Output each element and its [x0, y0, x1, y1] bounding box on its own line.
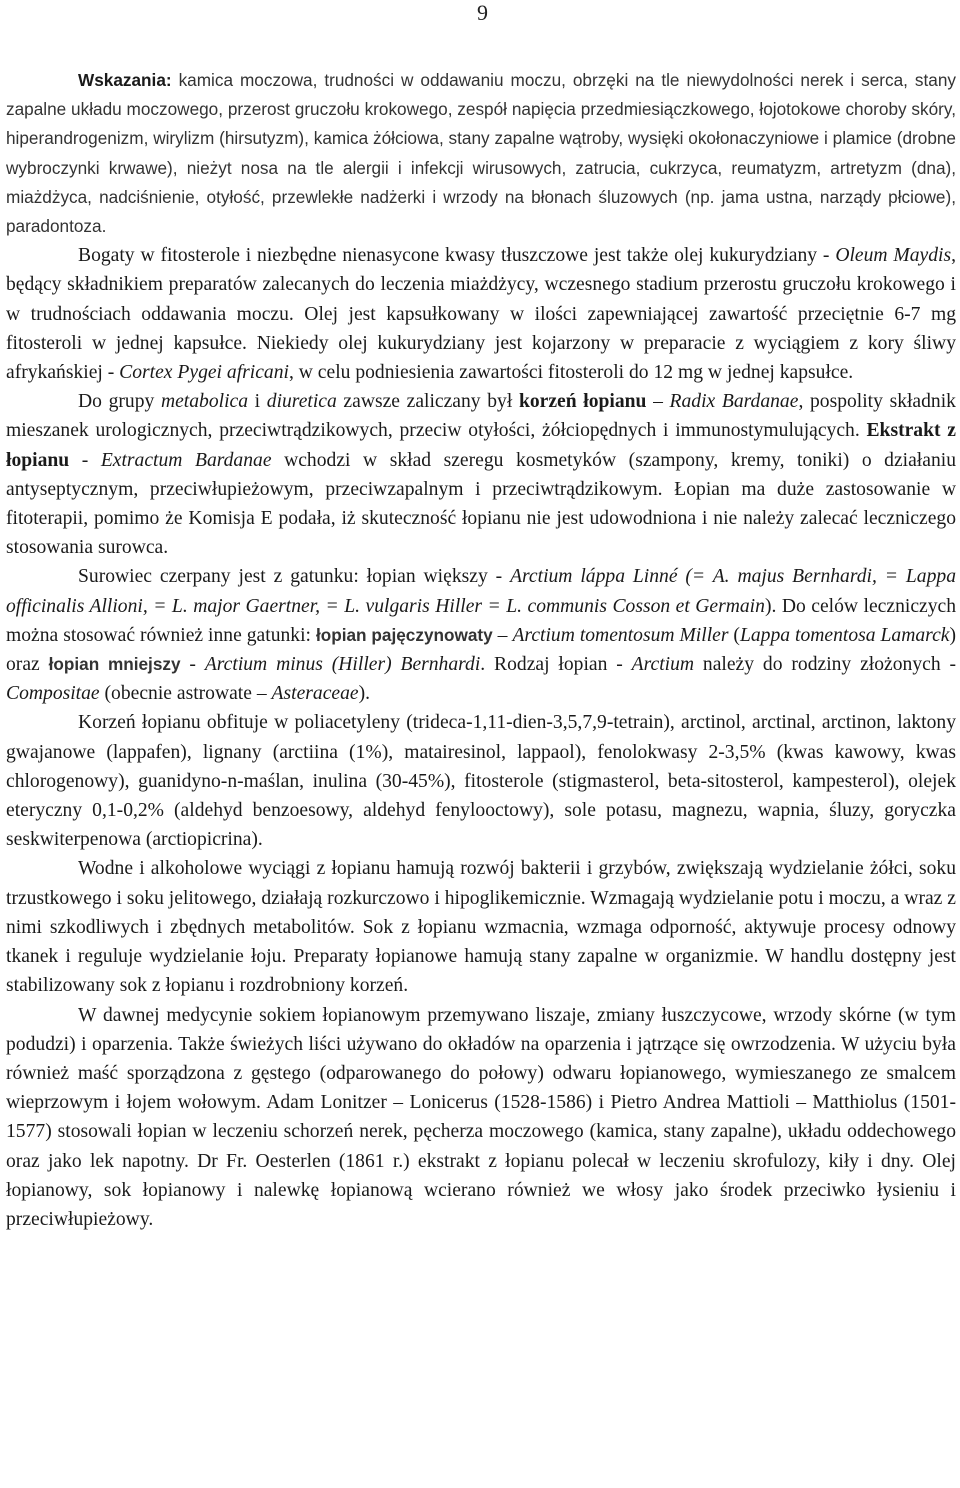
text-span: i: [248, 391, 267, 413]
bold-term: łopian pajęczynowaty: [315, 624, 493, 645]
bold-term: Ekstrakt z łopianu: [6, 420, 956, 471]
text-span: ).: [358, 683, 371, 705]
text-span: -: [180, 654, 205, 676]
latin-name: Lappa tomentosa Lamarck: [739, 624, 950, 646]
latin-term: metabolica: [160, 391, 249, 413]
species-paragraph: [6, 562, 956, 708]
latin-name: Asteraceae: [271, 683, 359, 705]
text-span: , w celu podniesienia zawartości fitosteroli do 12 mg w jednej kapsułce.: [288, 362, 854, 384]
history-paragraph: W dawnej medycynie sokiem łopianowym przemywano liszaje, zmiany łuszczycowe, wrzody skórne (w tym podudzi) i oparzenia. Także świeżych liści używano do okładów na oparzenia i jątrzące się owrzodzenia. W użyciu była również maść sporządzona z gęstego (odparowanego do połowy) odwaru łopianowego, wymieszanego ze smalcem wieprzowym i łojem wołowym. Adam Lonitzer – Lonicerus (1528-1586) i Pietro Andrea Mattioli – Matthiolus (1501-1577) stosowali łopian w leczeniu schorzeń nerek, pęcherza moczowego (kamica, stany zapalne), układu oddechowego oraz jako lek napotny. Dr Fr. Oesterlen (1861 r.) ekstrakt z łopianu polecał w leczeniu skrofulozy, kiły i dny. Olej łopianowy, sok łopianowy i nalewkę łopianową wcierano również we włosy jako środek przeciwko łysieniu i przeciwłupieżowy.: [6, 1004, 956, 1230]
corn-oil-paragraph: [6, 241, 956, 387]
latin-name: Arctium tomentosum Miller: [512, 624, 729, 646]
indications-paragraph: [6, 66, 956, 241]
document-body: [6, 66, 956, 1234]
text-span: –: [492, 624, 513, 646]
text-span: zawsze zaliczany był: [336, 391, 519, 413]
text-span: wchodzi w skład szeregu kosmetyków (szampony, kremy, toniki) o działaniu antyseptycznym, przeciwłupieżowym, przeciwzapalnym i przeciwtrądzikowym. Łopian ma duże zastosowanie w fitoterapii, pomimo że Komisja E podała, iż skuteczność łopianu nie jest udowodniona i nie należy zalecać leczniczego stosowania surowca.: [6, 449, 956, 559]
text-span: Do grupy: [78, 391, 161, 413]
latin-name: Oleum Maydis: [835, 245, 952, 267]
text-span: (obecnie astrowate –: [99, 683, 272, 705]
text-span: , będący składnikiem preparatów zalecanych do leczenia miażdżycy, wczesnego stadium przerostu gruczołu krokowego i w trudnościach oddawania moczu. Olej jest kapsułkowany w ilości zapewniającej zawartość przeciętnie 6-7 mg fitosteroli w jednej kapsułce. Niekiedy olej kukurydziany jest kojarzony w preparacie z wyciągiem z kory śliwy afrykańskiej -: [6, 245, 956, 384]
text-span: należy do rodziny złożonych -: [694, 654, 957, 676]
text-span: ) oraz: [6, 624, 956, 676]
latin-name: Cortex Pygei africani: [119, 362, 289, 384]
latin-name: Arctium láppa Linné (= A. majus Bernhardi, = Lappa officinalis Allioni, = L. major Gaertner, = L. vulgaris Hiller = L. communis Cosson et Germain: [6, 566, 956, 617]
latin-term: diuretica: [266, 391, 337, 413]
text-span: Bogaty w fitosterole i niezbędne nienasycone kwasy tłuszczowe jest także olej kukurydziany -: [78, 245, 836, 267]
text-span: -: [69, 449, 101, 471]
text-span: ). Do celów leczniczych można stosować również inne gatunki:: [6, 595, 957, 646]
page-number: 9: [477, 0, 488, 25]
text-span: (: [728, 624, 740, 646]
latin-name: Compositae: [6, 683, 100, 705]
latin-name: Extractum Bardanae: [100, 449, 272, 471]
bold-term: korzeń łopianu: [518, 391, 647, 413]
latin-name: Arctium minus (Hiller) Bernhardi: [204, 654, 481, 676]
composition-paragraph: Korzeń łopianu obfituje w poliacetyleny (trideca-1,11-dien-3,5,7,9-tetrain), arctinol, arctinal, arctinon, laktony gwajanowe (lappafen), lignany (arctiina (1%), matairesinol, lappaol), fenolokwasy 2-3,5% (kwas kawowy, kwas chlorogenowy), guanidyno-n-maślan, inulina (30-45%), fitosterole (stigmasterol, beta-sitosterol, kampesterol), olejek eteryczny 0,1-0,2% (aldehyd benzoesowy, aldehyd fenylooctowy), sole potasu, magnezu, wapnia, śluzy, goryczka seskwiterpenowa (arctiopicrina).: [6, 712, 956, 851]
text-span: . Rodzaj łopian -: [480, 654, 632, 676]
effects-paragraph: Wodne i alkoholowe wyciągi z łopianu hamują rozwój bakterii i grzybów, zwiększają wydzielanie żółci, soku trzustkowego i soku jelitowego, działają rozkurczowo i hipoglikemicznie. Wzmagają wydzielanie potu i moczu, a wraz z nimi szkodliwych i zbędnych metabolitów. Sok z łopianu wzmacnia, wzmaga odporność, aktywuje procesy odnowy tkanek i reguluje wydzielanie łoju. Preparaty łopianowe hamują stany zapalne w organizmie. W handlu dostępny jest stabilizowany sok z łopianu i rozdrobniony korzeń.: [6, 858, 956, 997]
text-span: –: [646, 391, 670, 413]
bold-term: łopian mniejszy: [48, 654, 181, 675]
indications-label: Wskazania:: [78, 70, 172, 90]
text-span: , pospolity składnik mieszanek urologicznych, przeciwtrądzikowych, przeciw otyłości, żółciopędnych i immunostymulujących.: [6, 391, 956, 442]
latin-name: Arctium: [631, 654, 695, 676]
latin-name: Radix Bardanae: [669, 391, 799, 413]
text-span: Surowiec czerpany jest z gatunku: łopian większy -: [78, 566, 511, 588]
indications-text: kamica moczowa, trudności w oddawaniu moczu, obrzęki na tle niewydolności nerek i serca, stany zapalne układu moczowego, przerost gruczołu krokowego, zespół napięcia przedmiesiączkowego, łojotokowe choroby skóry, hiperandrogenizm, wirylizm (hirsutyzm), kamica żółciowa, stany zapalne wątroby, wysięki okołonaczyniowe i plamice (drobne wybroczynki krwawe), nieżyt nosa na tle alergii i infekcji wirusowych, zatrucia, cukrzyca, reumatyzm, artretyzm (dna), miażdżyca, nadciśnienie, otyłość, przewlekłe nadżerki i wrzody na błonach śluzowych (np. jama ustna, narządy płciowe), paradontoza.: [6, 70, 956, 237]
burdock-root-paragraph: [6, 387, 956, 562]
